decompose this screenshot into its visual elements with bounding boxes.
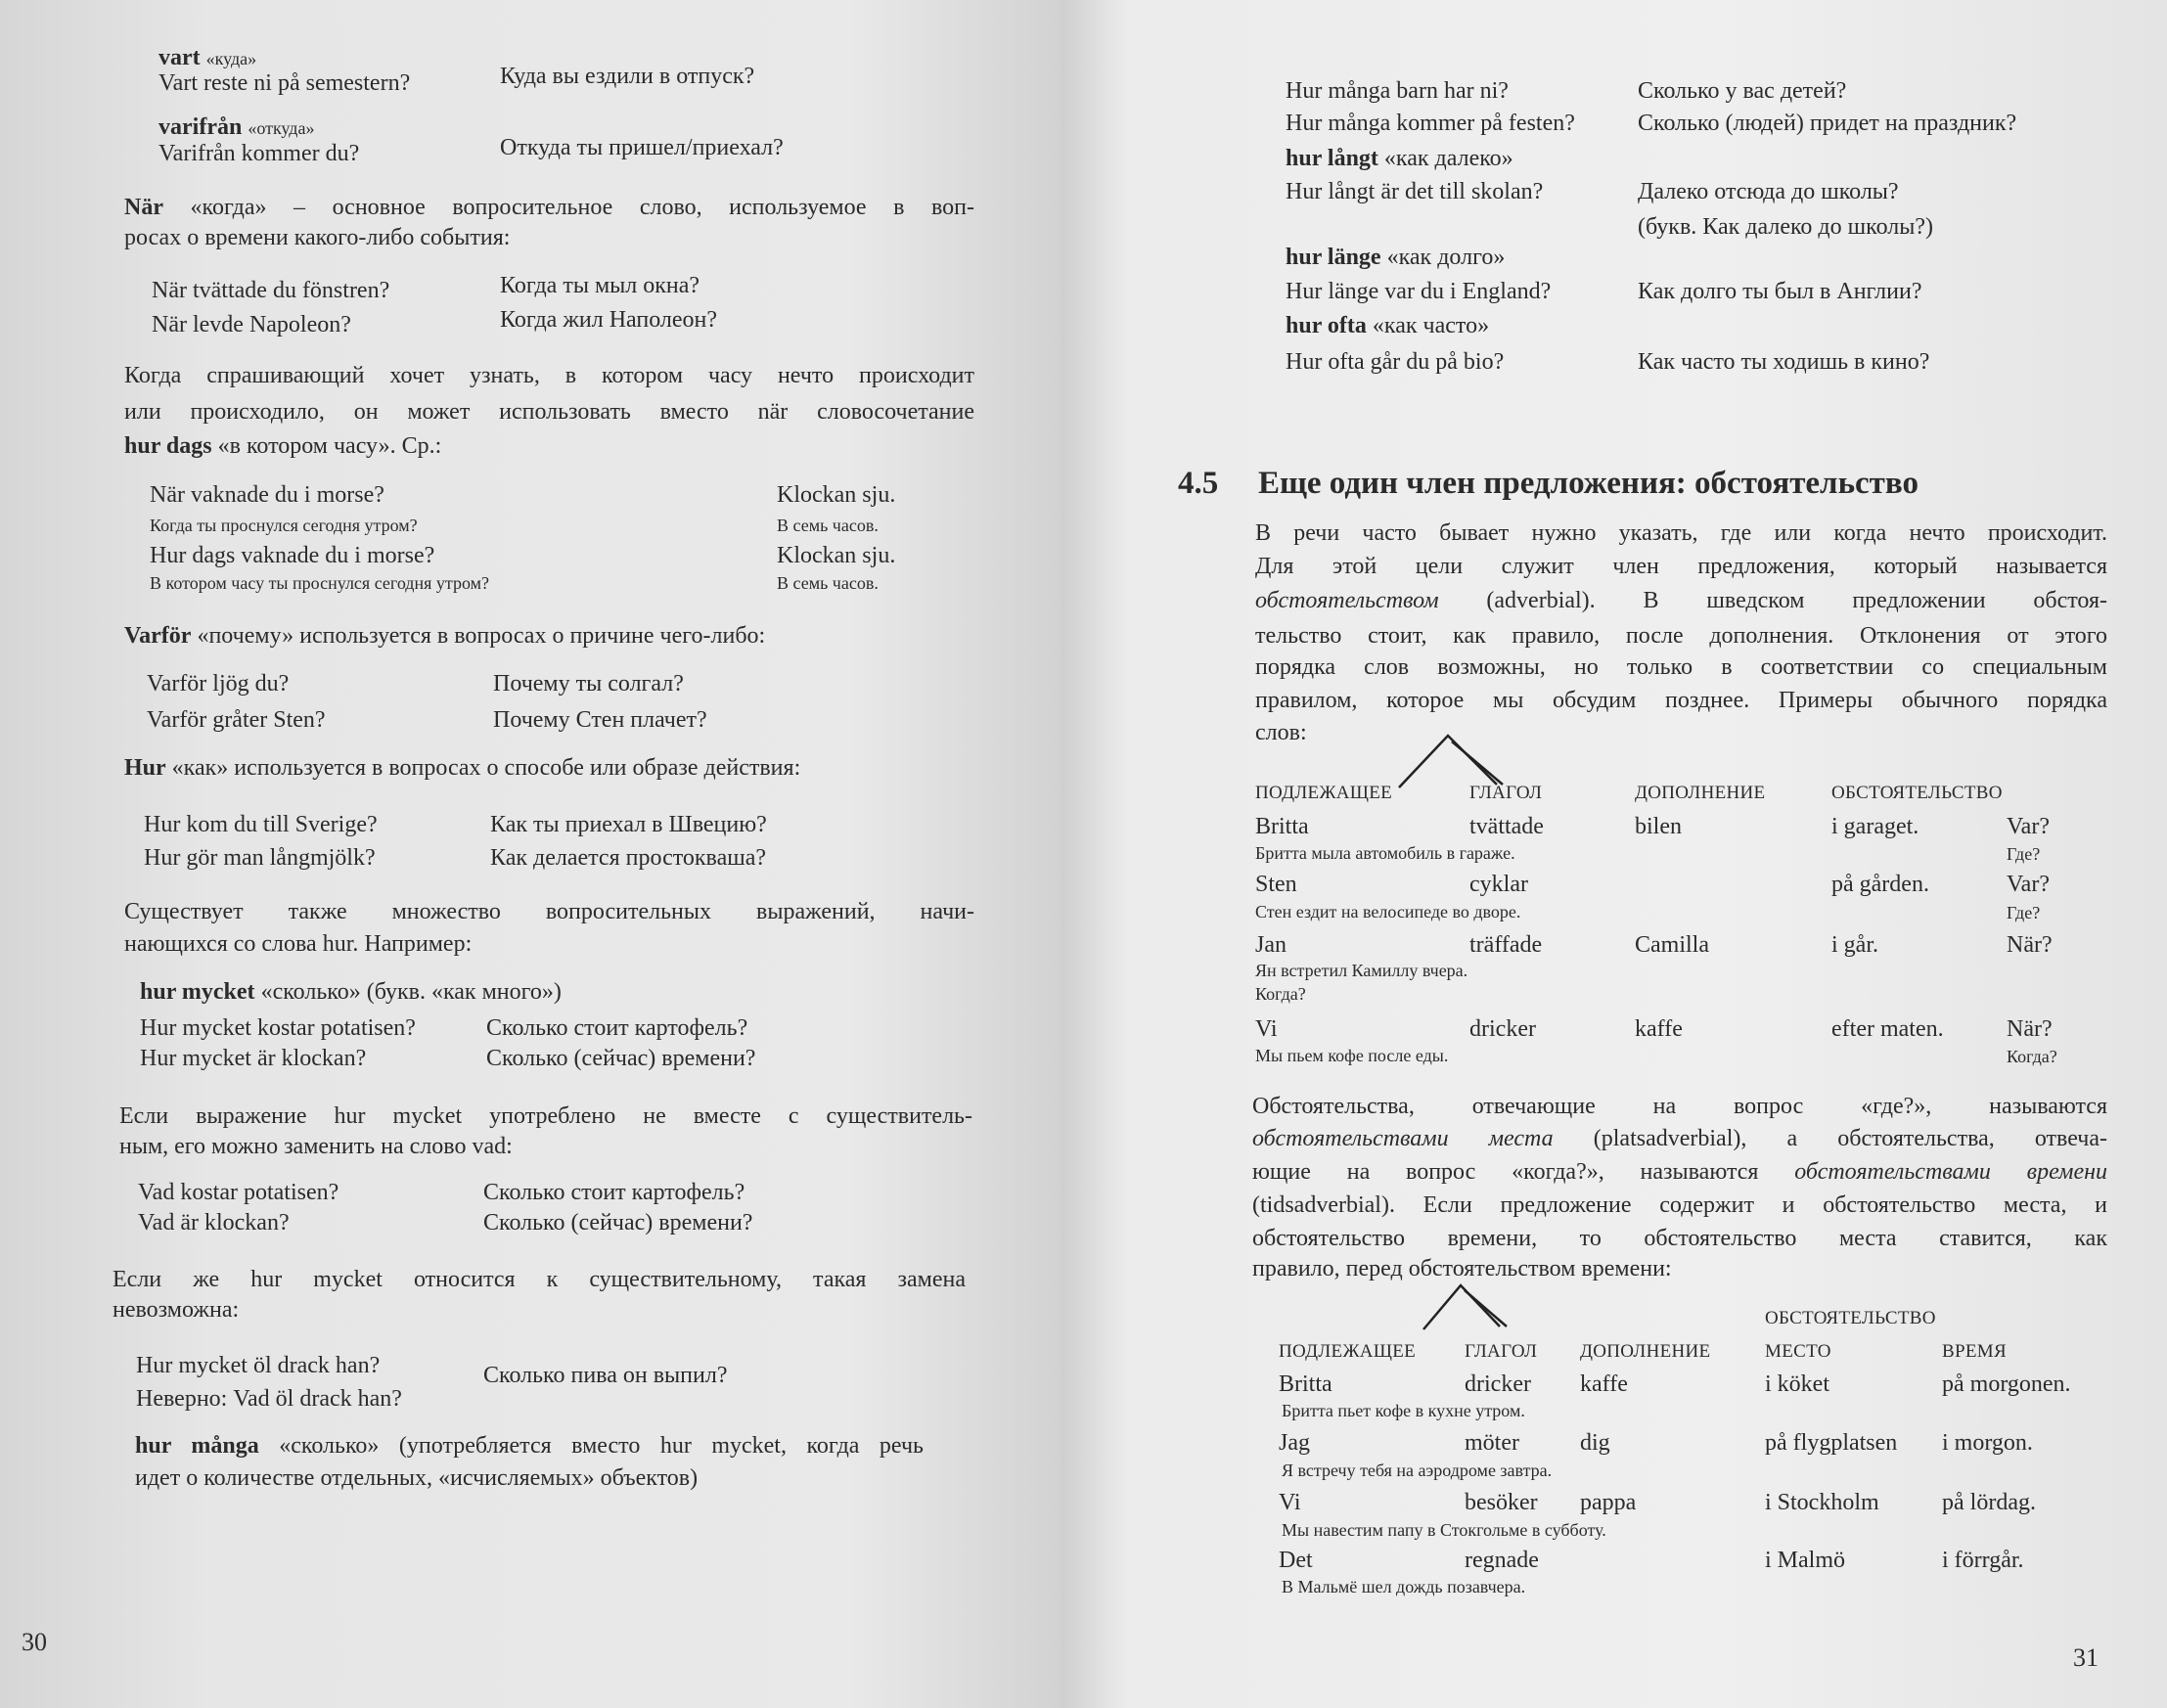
time: på morgonen.	[1942, 1371, 2071, 1397]
example-sv: Vart reste ni på semestern?	[158, 70, 411, 96]
example-sv: När tvättade du fönstren?	[152, 278, 390, 303]
column-header: ПОДЛЕЖАЩЕЕ	[1279, 1341, 1417, 1362]
verb: dricker	[1469, 1016, 1536, 1042]
example-sv: Hur många barn har ni?	[1286, 78, 1509, 104]
example-sv: Hur många kommer på festen?	[1286, 111, 1575, 136]
paragraph-line: слов:	[1255, 720, 1307, 745]
paragraph-line: Когда спрашивающий хочет узнать, в котором часу нечто происходит	[124, 363, 974, 388]
paragraph-line: невозможна:	[113, 1297, 240, 1323]
example-ru: Куда вы ездили в отпуск?	[500, 64, 755, 89]
question: När?	[2007, 932, 2053, 958]
section-title: Еще один член предложения: обстоятельство	[1258, 466, 1919, 501]
example-sv: Hur länge var du i England?	[1286, 279, 1552, 304]
column-header: ВРЕМЯ	[1942, 1341, 2007, 1362]
translation: Я встречу тебя на аэродроме завтра.	[1282, 1461, 1553, 1480]
adverbial: på gården.	[1831, 872, 1929, 897]
paragraph-line: hur dags «в котором часу». Ср.:	[124, 433, 442, 459]
verb: regnade	[1465, 1548, 1539, 1573]
example-ru: Сколько стоит картофель?	[486, 1015, 748, 1041]
place: på flygplatsen	[1765, 1430, 1898, 1456]
subject: Sten	[1255, 872, 1297, 897]
verb: tvättade	[1469, 814, 1544, 839]
time: i förrgår.	[1942, 1548, 2024, 1573]
question-ru: Когда?	[1255, 984, 1306, 1004]
column-header: ГЛАГОЛ	[1469, 783, 1543, 803]
place: i Malmö	[1765, 1548, 1845, 1573]
example-sv: Hur ofta går du på bio?	[1286, 349, 1505, 375]
paragraph-line: тельство стоит, как правило, после дополнения. Отклонения от этого	[1255, 623, 2107, 649]
paragraph-line: или происходило, он может использовать вместо när словосочетание	[124, 399, 974, 425]
column-header: ПОДЛЕЖАЩЕЕ	[1255, 783, 1393, 803]
term-varifran: varifrån «откуда»	[158, 114, 315, 140]
adverbial: i garaget.	[1831, 814, 1919, 839]
paragraph-line: När «когда» – основное вопросительное слово, используемое в воп-	[124, 195, 974, 220]
subject: Vi	[1279, 1490, 1301, 1515]
term-hur-mycket: hur mycket «сколько» (букв. «как много»)	[140, 979, 562, 1005]
verb: cyklar	[1469, 872, 1528, 897]
paragraph-line: Varför «почему» используется в вопросах о причине чего-либо:	[124, 623, 766, 649]
example-sv: Hur kom du till Sverige?	[144, 812, 378, 837]
question-ru: Когда?	[2007, 1047, 2057, 1066]
object: Camilla	[1635, 932, 1709, 958]
example-ru: Как ты приехал в Швецию?	[490, 812, 767, 837]
example-sv: Hur mycket kostar potatisen?	[140, 1015, 416, 1041]
term-hur-ofta: hur ofta «как часто»	[1286, 313, 1490, 338]
example-ru: Сколько пива он выпил?	[483, 1363, 728, 1388]
object: bilen	[1635, 814, 1682, 839]
paragraph-line: Существует также множество вопросительных выражений, начи-	[124, 899, 974, 924]
question-ru: Где?	[2007, 903, 2041, 922]
example-wrong: Неверно: Vad öl drack han?	[136, 1386, 402, 1412]
translation: Бритта мыла автомобиль в гараже.	[1255, 843, 1515, 863]
place: i köket	[1765, 1371, 1829, 1397]
object: kaffe	[1635, 1016, 1683, 1042]
paragraph-line: обстоятельство времени, то обстоятельство места ставится, как	[1252, 1226, 2107, 1251]
column-header: ДОПОЛНЕНИЕ	[1635, 783, 1766, 803]
subject: Britta	[1255, 814, 1309, 839]
example-ru: Откуда ты пришел/приехал?	[500, 135, 784, 160]
example-sv: Varifrån kommer du?	[158, 141, 360, 166]
paragraph-line: Обстоятельства, отвечающие на вопрос «где?», называются	[1252, 1094, 2107, 1119]
paragraph-line: Если выражение hur mycket употреблено не вместе с существитель-	[119, 1103, 972, 1129]
example-ru: Когда жил Наполеон?	[500, 307, 718, 333]
example-ru: Когда ты мыл окна?	[500, 273, 700, 298]
place: i Stockholm	[1765, 1490, 1879, 1515]
translation: В Мальмё шел дождь позавчера.	[1282, 1577, 1526, 1596]
example-ru: Как делается простокваша?	[490, 845, 766, 871]
subject: Jag	[1279, 1430, 1310, 1456]
answer-sv: Klockan sju.	[777, 543, 896, 568]
answer-ru: В семь часов.	[777, 573, 879, 593]
example-ru: Сколько (сейчас) времени?	[486, 1046, 756, 1071]
verb: möter	[1465, 1430, 1519, 1456]
example-sv: Hur långt är det till skolan?	[1286, 179, 1544, 204]
example-sv: När vaknade du i morse?	[150, 482, 384, 508]
answer-ru: В семь часов.	[777, 516, 879, 535]
page-number: 30	[22, 1628, 47, 1656]
paragraph-line: идет о количестве отдельных, «исчисляемых» объектов)	[135, 1465, 699, 1491]
object: dig	[1580, 1430, 1610, 1456]
subject: Vi	[1255, 1016, 1278, 1042]
paragraph-line: ным, его можно заменить на слово vad:	[119, 1134, 513, 1159]
paragraph-line: Для этой цели служит член предложения, который называется	[1255, 554, 2107, 579]
translation: Ян встретил Камиллу вчера.	[1255, 961, 1468, 980]
paragraph-line: правилом, которое мы обсудим позднее. Примеры обычного порядка	[1255, 688, 2107, 713]
paragraph-line: обстоятельствами места (platsadverbial), а обстоятельства, отвеча-	[1252, 1126, 2107, 1151]
example-sv: Hur mycket öl drack han?	[136, 1353, 381, 1378]
example-sv: När levde Napoleon?	[152, 312, 351, 337]
example-ru-literal: (букв. Как далеко до школы?)	[1638, 214, 1933, 240]
paragraph-line: В речи часто бывает нужно указать, где или когда нечто происходит.	[1255, 520, 2107, 546]
paragraph-line: (tidsadverbial). Если предложение содержит и обстоятельство места, и	[1252, 1192, 2107, 1218]
example-sv: Hur dags vaknade du i morse?	[150, 543, 435, 568]
object: kaffe	[1580, 1371, 1628, 1397]
question: När?	[2007, 1016, 2053, 1042]
column-header: ДОПОЛНЕНИЕ	[1580, 1341, 1711, 1362]
translation: Стен ездит на велосипеде во дворе.	[1255, 902, 1521, 921]
paragraph-line: hur många «сколько» (употребляется вместо hur mycket, когда речь	[135, 1433, 925, 1459]
example-sv: Vad kostar potatisen?	[138, 1180, 339, 1205]
example-ru: В котором часу ты проснулся сегодня утром?	[150, 573, 490, 593]
translation: Мы навестим папу в Стокгольме в субботу.	[1282, 1520, 1606, 1540]
object: pappa	[1580, 1490, 1637, 1515]
subject: Jan	[1255, 932, 1287, 958]
example-ru: Как долго ты был в Англии?	[1638, 279, 1922, 304]
group-header: ОБСТОЯТЕЛЬСТВО	[1765, 1308, 1936, 1328]
example-ru: Когда ты проснулся сегодня утром?	[150, 516, 418, 535]
paragraph-line: обстоятельством (adverbial). В шведском предложении обстоя-	[1255, 588, 2108, 613]
example-sv: Hur mycket är klockan?	[140, 1046, 367, 1071]
question: Var?	[2007, 814, 2050, 839]
paragraph-line: нающихся со слова hur. Например:	[124, 931, 473, 957]
translation: Мы пьем кофе после еды.	[1255, 1046, 1449, 1065]
example-ru: Почему Стен плачет?	[493, 707, 707, 733]
section-number: 4.5	[1178, 466, 1219, 501]
subject: Det	[1279, 1548, 1313, 1573]
example-sv: Varför gråter Sten?	[147, 707, 326, 733]
paragraph-line: Если же hur mycket относится к существительному, такая замена	[113, 1267, 966, 1292]
paragraph-line: ющие на вопрос «когда?», называются обстоятельствами времени	[1252, 1159, 2108, 1185]
verb: besöker	[1465, 1490, 1538, 1515]
answer-sv: Klockan sju.	[777, 482, 896, 508]
example-ru: Как часто ты ходишь в кино?	[1638, 349, 1930, 375]
column-header: ГЛАГОЛ	[1465, 1341, 1538, 1362]
page-number: 31	[2073, 1643, 2099, 1672]
paragraph-line: порядка слов возможны, но только в соответствии со специальным	[1255, 654, 2107, 680]
example-ru: Сколько у вас детей?	[1638, 78, 1847, 104]
term-hur-langt: hur långt «как далеко»	[1286, 146, 1513, 171]
column-header: МЕСТО	[1765, 1341, 1831, 1362]
adverbial: efter maten.	[1831, 1016, 1944, 1042]
paragraph-line: Hur «как» используется в вопросах о способе или образе действия:	[124, 755, 801, 781]
question: Var?	[2007, 872, 2050, 897]
time: på lördag.	[1942, 1490, 2036, 1515]
example-ru: Сколько (людей) придет на праздник?	[1638, 111, 2017, 136]
adverbial: i går.	[1831, 932, 1878, 958]
term-hur-lange: hur länge «как долго»	[1286, 245, 1506, 270]
subject: Britta	[1279, 1371, 1332, 1397]
example-ru: Сколько стоит картофель?	[483, 1180, 745, 1205]
example-ru: Далеко отсюда до школы?	[1638, 179, 1899, 204]
paragraph-line: росах о времени какого-либо события:	[124, 225, 511, 250]
time: i morgon.	[1942, 1430, 2033, 1456]
verb: träffade	[1469, 932, 1543, 958]
paragraph-line: правило, перед обстоятельством времени:	[1252, 1256, 1672, 1281]
question-ru: Где?	[2007, 844, 2041, 864]
right-page	[1061, 0, 2167, 1708]
term-vart: vart «куда»	[158, 45, 257, 70]
example-ru: Сколько (сейчас) времени?	[483, 1210, 753, 1236]
example-sv: Varför ljög du?	[147, 671, 290, 697]
example-sv: Vad är klockan?	[138, 1210, 290, 1236]
verb: dricker	[1465, 1371, 1531, 1397]
column-header: ОБСТОЯТЕЛЬСТВО	[1831, 783, 2003, 803]
translation: Бритта пьет кофе в кухне утром.	[1282, 1401, 1525, 1420]
example-sv: Hur gör man långmjölk?	[144, 845, 376, 871]
example-ru: Почему ты солгал?	[493, 671, 684, 697]
